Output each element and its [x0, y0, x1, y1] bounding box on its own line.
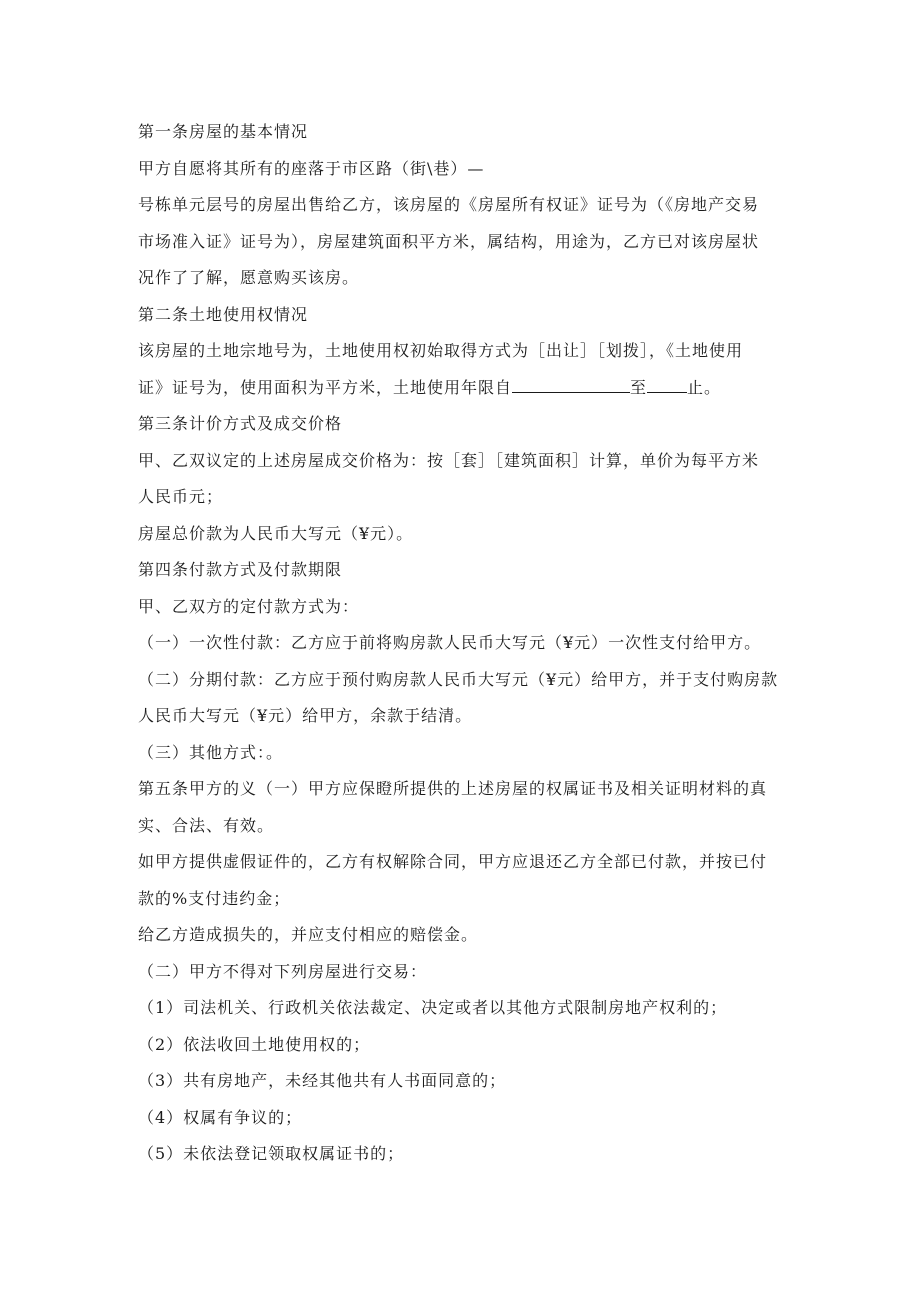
- land-use-to-text: 至: [630, 377, 648, 397]
- paragraph-line: 实、合法、有效。: [138, 815, 275, 835]
- land-use-text: 证》证号为，使用面积为平方米，土地使用年限自: [138, 377, 513, 397]
- paragraph-line: （二）分期付款：乙方应于预付购房款人民币大写元（¥元）给甲方，并于支付购房款: [138, 669, 779, 689]
- paragraph-line: （三）其他方式：。: [138, 742, 284, 762]
- paragraph-line: 号栋单元层号的房屋出售给乙方，该房屋的《房屋所有权证》证号为（《房地产交易: [138, 195, 760, 214]
- paragraph-line: 房屋总价款为人民币大写元（¥元）。: [138, 523, 414, 543]
- start-date-blank: [512, 378, 630, 393]
- article-2-heading: 第二条土地使用权情况: [138, 304, 309, 324]
- end-date-blank: [647, 378, 687, 393]
- paragraph-line: 甲方自愿将其所有的座落于市区路（街\巷）—: [138, 158, 485, 178]
- land-use-term-line: [138, 370, 782, 407]
- paragraph-line: 如甲方提供虚假证件的，乙方有权解除合同，甲方应退还乙方全部已付款，并按已付: [138, 852, 768, 871]
- list-item: （3）共有房地产，未经其他共有人书面同意的；: [138, 1071, 507, 1090]
- article-1-heading: 第一条房屋的基本情况: [138, 122, 309, 141]
- paragraph-line: 况作了了解，愿意购买该房。: [138, 268, 360, 287]
- list-item: （5）未依法登记领取权属证书的；: [138, 1144, 405, 1163]
- paragraph-line: （一）一次性付款：乙方应于前将购房款人民币大写元（¥元）一次性支付给甲方。: [138, 633, 762, 652]
- paragraph-line: 甲、乙双方的定付款方式为：: [138, 596, 360, 616]
- paragraph-line: 甲、乙双议定的上述房屋成交价格为：按［套］［建筑面积］计算，单价为每平方米: [138, 450, 760, 470]
- paragraph-line: 市场准入证》证号为），房屋建筑面积平方米，属结构，用途为，乙方已对该房屋状: [138, 231, 760, 251]
- paragraph-line: 给乙方造成损失的，并应支付相应的赔偿金。: [138, 925, 479, 944]
- list-item: （2）依法收回土地使用权的；: [138, 1034, 371, 1054]
- land-use-end-text: 止。: [687, 377, 722, 397]
- paragraph-line: 该房屋的土地宗地号为，土地使用权初始取得方式为［出让］［划拨］，《土地使用: [138, 341, 744, 360]
- paragraph-line: 人民币大写元（¥元）给甲方，余款于结清。: [138, 706, 473, 725]
- document-body: [138, 114, 782, 1173]
- paragraph-line: 款的%支付违约金；: [138, 888, 291, 908]
- article-5-heading: 第五条甲方的义（一）甲方应保瞪所提供的上述房屋的权属证书及相关证明材料的真: [138, 779, 768, 798]
- list-item: （4）权属有争议的；: [138, 1107, 303, 1127]
- article-4-heading: 第四条付款方式及付款期限: [138, 560, 343, 579]
- list-item: （1）司法机关、行政机关依法裁定、决定或者以其他方式限制房地产权利的；: [138, 998, 728, 1017]
- paragraph-line: （二）甲方不得对下列房屋进行交易：: [138, 961, 428, 981]
- paragraph-line: 人民币元；: [138, 487, 224, 506]
- article-3-heading: 第三条计价方式及成交价格: [138, 414, 343, 433]
